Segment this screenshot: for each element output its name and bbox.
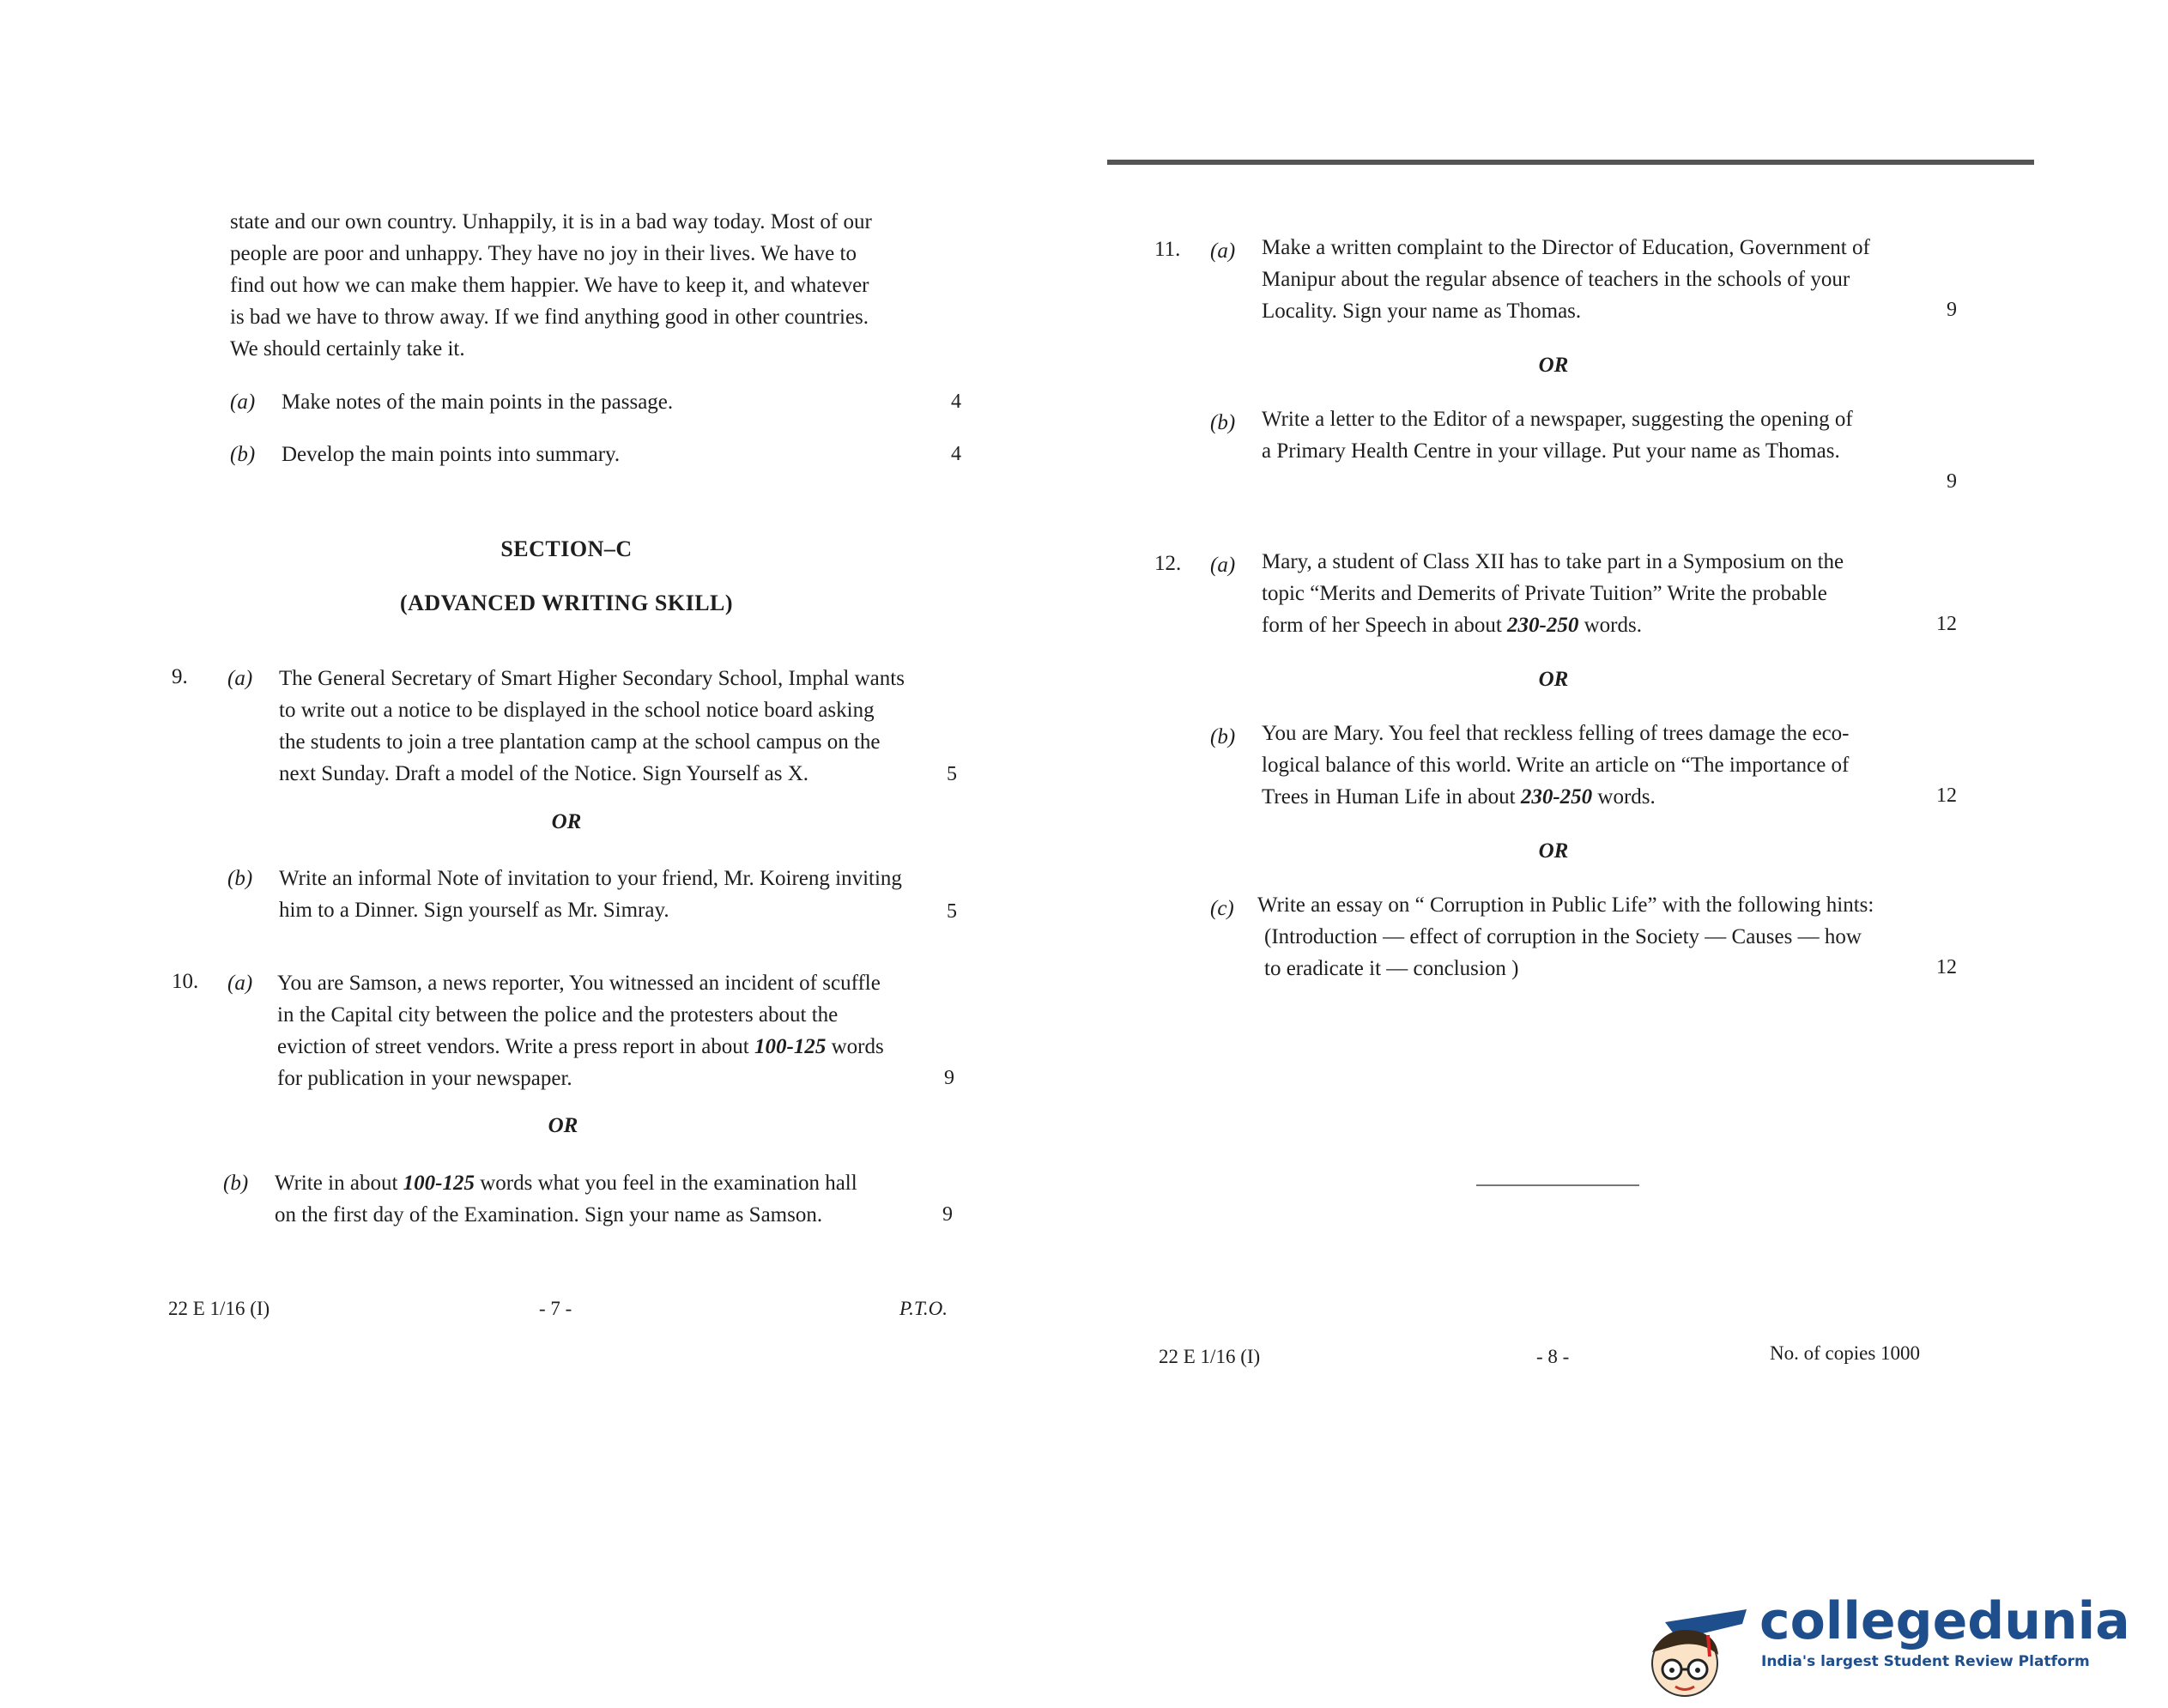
footer-code: 22 E 1/16 (I)	[168, 1298, 270, 1319]
q9a-text	[279, 663, 957, 790]
q9b-text	[279, 863, 957, 926]
q10b-label: (b)	[223, 1172, 249, 1195]
q12-or-2: OR	[1538, 839, 1569, 863]
q12a-line: topic “Merits and Demerits of Private Tuition” Write the probable	[1262, 582, 1827, 605]
footer-pto: P.T.O.	[899, 1298, 948, 1319]
q8a-label: (a)	[230, 391, 256, 414]
passage-line: is bad we have to throw away. If we find anything good in other countries.	[230, 306, 869, 329]
q10a-line: eviction of street vendors. Write a press report in about 100-125 words	[277, 1035, 884, 1058]
q11b-line: a Primary Health Centre in your village. Put your name as Thomas.	[1262, 439, 1840, 463]
q12c-line: (Introduction — effect of corruption in the Society — Causes — how	[1264, 925, 1862, 948]
q10b-marks: 9	[942, 1203, 953, 1226]
q12c-marks: 12	[1936, 956, 1957, 978]
q11-or: OR	[1538, 354, 1569, 377]
q12b-line: You are Mary. You feel that reckless felling of trees damage the eco-	[1262, 722, 1850, 745]
q11b-text	[1262, 403, 1957, 467]
q12-number: 12.	[1154, 552, 1182, 575]
passage	[230, 206, 960, 365]
q11b-label: (b)	[1210, 411, 1236, 434]
q10-number: 10.	[172, 970, 199, 993]
q8a-text: Make notes of the main points in the passage.	[282, 391, 674, 414]
q12b-line: logical balance of this world. Write an article on “The importance of	[1262, 754, 1850, 777]
q12c-line: to eradicate it — conclusion )	[1264, 957, 1519, 980]
q10-or: OR	[548, 1114, 578, 1137]
footer-page-number: - 7 -	[539, 1298, 572, 1319]
q12a-marks: 12	[1936, 613, 1957, 635]
q9-number: 9.	[172, 665, 188, 688]
q9b-marks: 5	[947, 900, 957, 923]
q9-or: OR	[551, 810, 582, 833]
q8b-marks: 4	[951, 443, 961, 465]
q10b-line: on the first day of the Examination. Sign your name as Samson.	[275, 1203, 823, 1226]
top-rule	[1107, 160, 2034, 165]
logo-wordmark: collegedunia	[1759, 1591, 2130, 1651]
collegedunia-logo[interactable]	[1614, 1591, 2163, 1708]
q9b-label: (b)	[227, 867, 253, 890]
q9a-label: (a)	[227, 667, 253, 690]
student-mascot-icon	[1614, 1605, 1759, 1699]
q12b-line: Trees in Human Life in about 230-250 words.	[1262, 785, 1656, 809]
q10a-text	[277, 967, 955, 1094]
q11a-label: (a)	[1210, 239, 1236, 263]
q8b-label: (b)	[230, 443, 256, 466]
passage-line: people are poor and unhappy. They have no joy in their lives. We have to	[230, 242, 857, 265]
q12a-label: (a)	[1210, 554, 1236, 577]
q12b-marks: 12	[1936, 784, 1957, 807]
footer-page-number: - 8 -	[1536, 1346, 1570, 1367]
passage-line: state and our own country. Unhappily, it is in a bad way today. Most of our	[230, 210, 872, 233]
q12c-text	[1257, 889, 1957, 984]
q11a-line: Locality. Sign your name as Thomas.	[1262, 300, 1582, 323]
q12b-label: (b)	[1210, 725, 1236, 748]
q12c-line: Write an essay on “ Corruption in Public Life” with the following hints:	[1257, 893, 1874, 917]
logo-tagline: India's largest Student Review Platform	[1761, 1653, 2090, 1670]
section-title: SECTION–C	[500, 536, 633, 561]
passage-line: find out how we can make them happier. We have to keep it, and whatever	[230, 274, 869, 297]
footer-code: 22 E 1/16 (I)	[1159, 1346, 1261, 1367]
footer-copies: No. of copies 1000	[1770, 1342, 1921, 1364]
q11a-line: Manipur about the regular absence of teachers in the schools of your	[1262, 268, 1850, 291]
q12c-label: (c)	[1210, 897, 1234, 920]
q9a-line: The General Secretary of Smart Higher Secondary School, Imphal wants	[279, 667, 905, 690]
q10b-line: Write in about 100-125 words what you feel in the examination hall	[275, 1172, 857, 1195]
q9b-line: Write an informal Note of invitation to your friend, Mr. Koireng inviting	[279, 867, 902, 890]
q10a-line: You are Samson, a news reporter, You witnessed an incident of scuffle	[277, 972, 881, 995]
q12-or-1: OR	[1538, 668, 1569, 691]
q10a-line: for publication in your newspaper.	[277, 1067, 572, 1090]
q8a-marks: 4	[951, 391, 961, 413]
q9a-line: next Sunday. Draft a model of the Notice. Sign Yourself as X.	[279, 762, 809, 785]
q9b-line: him to a Dinner. Sign yourself as Mr. Simray.	[279, 899, 669, 922]
q12a-text	[1262, 546, 1957, 641]
q8b-text: Develop the main points into summary.	[282, 443, 621, 466]
q11b-line: Write a letter to the Editor of a newspaper, suggesting the opening of	[1262, 408, 1853, 431]
q12a-line: form of her Speech in about 230-250 words.	[1262, 614, 1642, 637]
q9a-line: to write out a notice to be displayed in the school notice board asking	[279, 699, 875, 722]
q11a-text	[1262, 232, 1957, 327]
section-subtitle: (ADVANCED WRITING SKILL)	[399, 591, 734, 615]
passage-line: We should certainly take it.	[230, 337, 465, 360]
q11b-marks: 9	[1947, 470, 1957, 493]
q12a-line: Mary, a student of Class XII has to take part in a Symposium on the	[1262, 550, 1844, 573]
q10a-label: (a)	[227, 972, 253, 995]
q10a-line: in the Capital city between the police and the protesters about the	[277, 1003, 839, 1027]
end-rule	[1476, 1184, 1639, 1186]
q10b-text	[275, 1167, 953, 1231]
q9a-marks: 5	[947, 763, 957, 785]
q11a-line: Make a written complaint to the Director of Education, Government of	[1262, 236, 1870, 259]
q12b-text	[1262, 718, 1957, 813]
q10a-marks: 9	[944, 1067, 954, 1089]
q9a-line: the students to join a tree plantation camp at the school campus on the	[279, 730, 881, 754]
q11-number: 11.	[1154, 238, 1181, 261]
q11a-marks: 9	[1947, 299, 1957, 321]
